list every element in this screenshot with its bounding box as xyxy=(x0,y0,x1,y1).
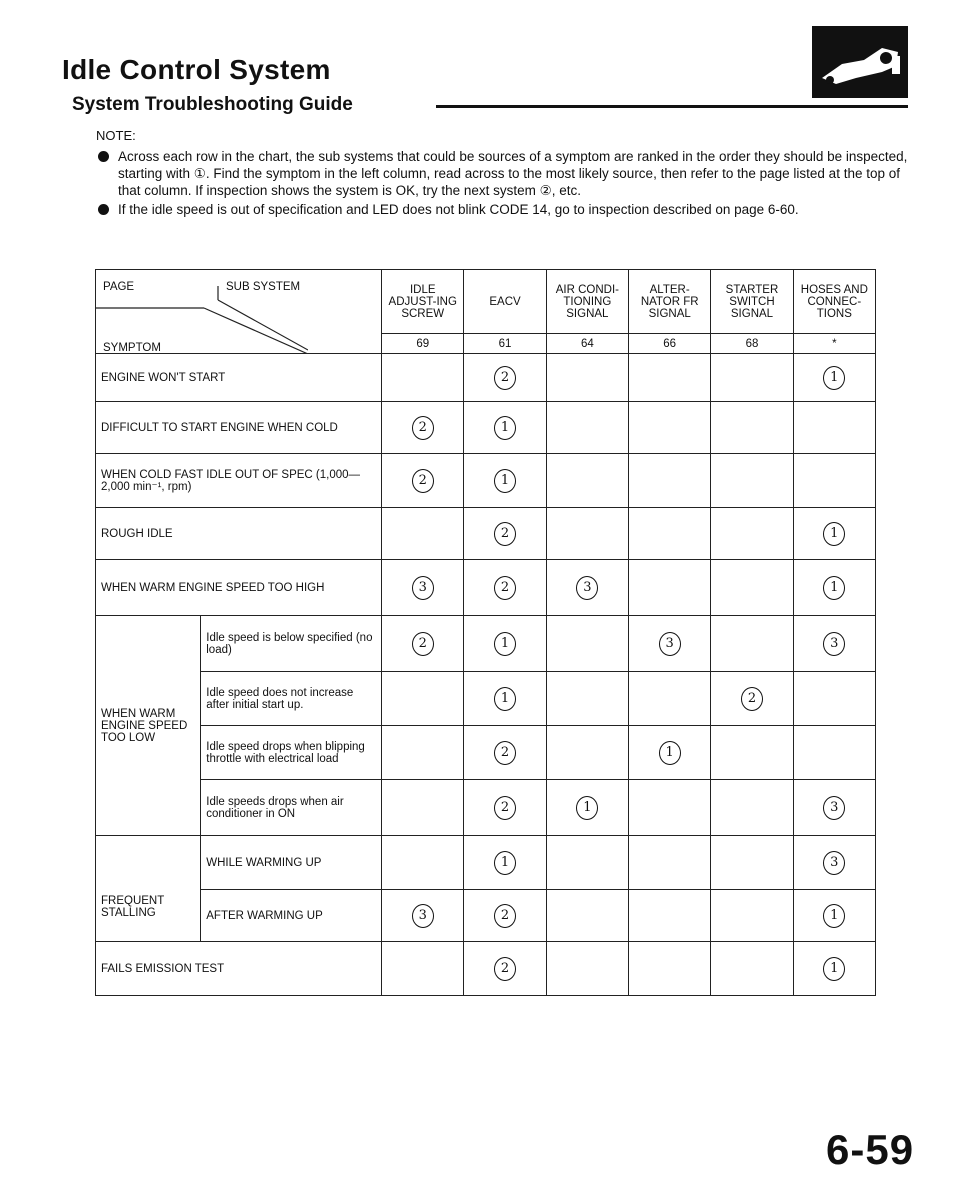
note-item xyxy=(98,201,918,218)
rank-badge: 1 xyxy=(823,522,845,546)
rank-cell xyxy=(546,616,628,672)
corner-symptom-label: SYMPTOM xyxy=(103,342,161,354)
troubleshooting-table xyxy=(95,269,876,996)
rank-cell xyxy=(464,616,546,672)
rank-cell xyxy=(382,726,464,780)
rank-cell xyxy=(464,354,546,402)
note-list xyxy=(98,148,918,220)
rank-cell xyxy=(711,354,793,402)
rank-cell xyxy=(629,836,711,890)
rank-cell xyxy=(546,672,628,726)
page-title: Idle Control System xyxy=(62,54,331,85)
rank-cell xyxy=(793,942,875,996)
symptom-cell: AFTER WARMING UP xyxy=(201,890,382,942)
rank-cell xyxy=(464,890,546,942)
rank-cell xyxy=(546,836,628,890)
column-header: AIR CONDI-TIONING SIGNAL xyxy=(546,270,628,334)
rank-badge: 2 xyxy=(494,366,516,390)
table-row xyxy=(96,354,876,402)
rank-badge: 1 xyxy=(823,904,845,928)
rank-cell xyxy=(464,672,546,726)
symptom-cell: WHEN COLD FAST IDLE OUT OF SPEC (1,000—2,000 min⁻¹, rpm) xyxy=(96,454,382,508)
rank-cell xyxy=(546,454,628,508)
rank-cell xyxy=(629,780,711,836)
rank-cell xyxy=(793,890,875,942)
rank-cell xyxy=(629,560,711,616)
bullet-icon xyxy=(98,151,109,162)
table-row xyxy=(96,726,876,780)
rank-cell xyxy=(793,354,875,402)
rank-cell xyxy=(382,508,464,560)
column-page: 61 xyxy=(464,334,546,354)
rank-badge: 1 xyxy=(494,687,516,711)
rank-cell xyxy=(629,354,711,402)
rank-badge: 2 xyxy=(741,687,763,711)
rank-badge: 1 xyxy=(494,632,516,656)
symptom-cell: ENGINE WON'T START xyxy=(96,354,382,402)
rank-cell xyxy=(464,836,546,890)
rank-cell xyxy=(629,726,711,780)
column-header: ALTER-NATOR FR SIGNAL xyxy=(629,270,711,334)
rank-badge: 2 xyxy=(494,522,516,546)
column-page: 69 xyxy=(382,334,464,354)
rank-cell xyxy=(629,454,711,508)
rank-cell xyxy=(711,560,793,616)
rank-cell xyxy=(546,942,628,996)
symptom-cell: Idle speed is below specified (no load) xyxy=(201,616,382,672)
rank-cell xyxy=(711,508,793,560)
rank-cell xyxy=(711,402,793,454)
rank-badge: 2 xyxy=(412,632,434,656)
rank-cell xyxy=(793,616,875,672)
symptom-cell: DIFFICULT TO START ENGINE WHEN COLD xyxy=(96,402,382,454)
car-engine-icon xyxy=(812,26,908,98)
rank-badge: 3 xyxy=(823,851,845,875)
rank-cell xyxy=(793,402,875,454)
table-row xyxy=(96,454,876,508)
table-row xyxy=(96,560,876,616)
rank-badge: 1 xyxy=(823,957,845,981)
rank-cell xyxy=(382,354,464,402)
note-text: Across each row in the chart, the sub systems that could be sources of a symptom are ranked in the order they should be inspected, starting with ①. Find the symptom in the left column, read across to the most likely source, then refer to the page listed at the top of that column. If inspection shows the system is OK, try the next system ②, etc. xyxy=(118,149,908,198)
rank-badge: 1 xyxy=(494,416,516,440)
rank-badge: 3 xyxy=(412,576,434,600)
rank-cell xyxy=(464,454,546,508)
rank-cell xyxy=(711,780,793,836)
symptom-cell: WHEN WARM ENGINE SPEED TOO HIGH xyxy=(96,560,382,616)
rank-cell xyxy=(793,454,875,508)
section-subtitle: System Troubleshooting Guide xyxy=(72,94,353,115)
bullet-icon xyxy=(98,204,109,215)
rank-cell xyxy=(711,454,793,508)
rank-badge: 1 xyxy=(823,576,845,600)
column-page: 64 xyxy=(546,334,628,354)
rank-badge: 2 xyxy=(412,416,434,440)
rank-cell xyxy=(793,560,875,616)
note-text: If the idle speed is out of specification and LED does not blink CODE 14, go to inspection described on page 6-60. xyxy=(118,202,799,217)
symptom-cell: Idle speed drops when blipping throttle with electrical load xyxy=(201,726,382,780)
symptom-cell: FAILS EMISSION TEST xyxy=(96,942,382,996)
rank-badge: 3 xyxy=(823,796,845,820)
symptom-group-cell: FREQUENT STALLING xyxy=(96,836,201,942)
rank-cell xyxy=(464,780,546,836)
title-rule xyxy=(436,105,908,108)
rank-cell xyxy=(711,836,793,890)
rank-badge: 2 xyxy=(412,469,434,493)
column-header: IDLE ADJUST-ING SCREW xyxy=(382,270,464,334)
rank-badge: 3 xyxy=(659,632,681,656)
symptom-group-cell: WHEN WARM ENGINE SPEED TOO LOW xyxy=(96,616,201,836)
rank-badge: 2 xyxy=(494,957,516,981)
rank-cell xyxy=(711,672,793,726)
symptom-cell: WHILE WARMING UP xyxy=(201,836,382,890)
rank-badge: 2 xyxy=(494,796,516,820)
rank-badge: 1 xyxy=(576,796,598,820)
rank-badge: 2 xyxy=(494,741,516,765)
rank-badge: 2 xyxy=(494,576,516,600)
rank-cell xyxy=(629,402,711,454)
table-corner xyxy=(96,270,382,354)
rank-cell xyxy=(382,560,464,616)
rank-cell xyxy=(382,672,464,726)
rank-cell xyxy=(711,890,793,942)
rank-badge: 3 xyxy=(823,632,845,656)
column-header: STARTER SWITCH SIGNAL xyxy=(711,270,793,334)
rank-cell xyxy=(464,942,546,996)
symptom-cell: ROUGH IDLE xyxy=(96,508,382,560)
table-row xyxy=(96,780,876,836)
column-header: EACV xyxy=(464,270,546,334)
rank-cell xyxy=(711,726,793,780)
table-row xyxy=(96,942,876,996)
rank-cell xyxy=(793,508,875,560)
table-row xyxy=(96,402,876,454)
rank-cell xyxy=(382,402,464,454)
table-row xyxy=(96,616,876,672)
rank-cell xyxy=(629,672,711,726)
rank-badge: 1 xyxy=(494,851,516,875)
symptom-cell: Idle speed does not increase after initial start up. xyxy=(201,672,382,726)
column-page: 68 xyxy=(711,334,793,354)
rank-cell xyxy=(546,726,628,780)
rank-cell xyxy=(464,402,546,454)
column-page: 66 xyxy=(629,334,711,354)
rank-cell xyxy=(793,836,875,890)
rank-cell xyxy=(546,890,628,942)
column-header: HOSES AND CONNEC-TIONS xyxy=(793,270,875,334)
rank-cell xyxy=(382,942,464,996)
rank-cell xyxy=(464,508,546,560)
rank-cell xyxy=(382,890,464,942)
rank-cell xyxy=(546,560,628,616)
rank-cell xyxy=(793,726,875,780)
note-label: NOTE: xyxy=(96,128,136,143)
rank-cell xyxy=(629,616,711,672)
rank-cell xyxy=(464,726,546,780)
rank-cell xyxy=(382,836,464,890)
rank-cell xyxy=(711,616,793,672)
rank-cell xyxy=(382,616,464,672)
table-row xyxy=(96,508,876,560)
table-row xyxy=(96,890,876,942)
rank-cell xyxy=(546,780,628,836)
rank-cell xyxy=(629,890,711,942)
table-row xyxy=(96,672,876,726)
rank-badge: 1 xyxy=(494,469,516,493)
column-page: * xyxy=(793,334,875,354)
rank-badge: 1 xyxy=(659,741,681,765)
page-number: 6-59 xyxy=(826,1126,915,1173)
note-item xyxy=(98,148,918,199)
corner-subsystem-label: SUB SYSTEM xyxy=(226,281,301,293)
rank-badge: 3 xyxy=(576,576,598,600)
rank-cell xyxy=(629,508,711,560)
rank-badge: 1 xyxy=(823,366,845,390)
rank-cell xyxy=(793,780,875,836)
rank-cell xyxy=(546,402,628,454)
rank-cell xyxy=(464,560,546,616)
rank-cell xyxy=(629,942,711,996)
symptom-cell: Idle speeds drops when air conditioner in ON xyxy=(201,780,382,836)
table-row xyxy=(96,836,876,890)
rank-cell xyxy=(546,354,628,402)
rank-cell xyxy=(793,672,875,726)
corner-page-label: PAGE xyxy=(103,281,135,293)
rank-badge: 2 xyxy=(494,904,516,928)
rank-badge: 3 xyxy=(412,904,434,928)
rank-cell xyxy=(382,780,464,836)
rank-cell xyxy=(711,942,793,996)
rank-cell xyxy=(382,454,464,508)
rank-cell xyxy=(546,508,628,560)
